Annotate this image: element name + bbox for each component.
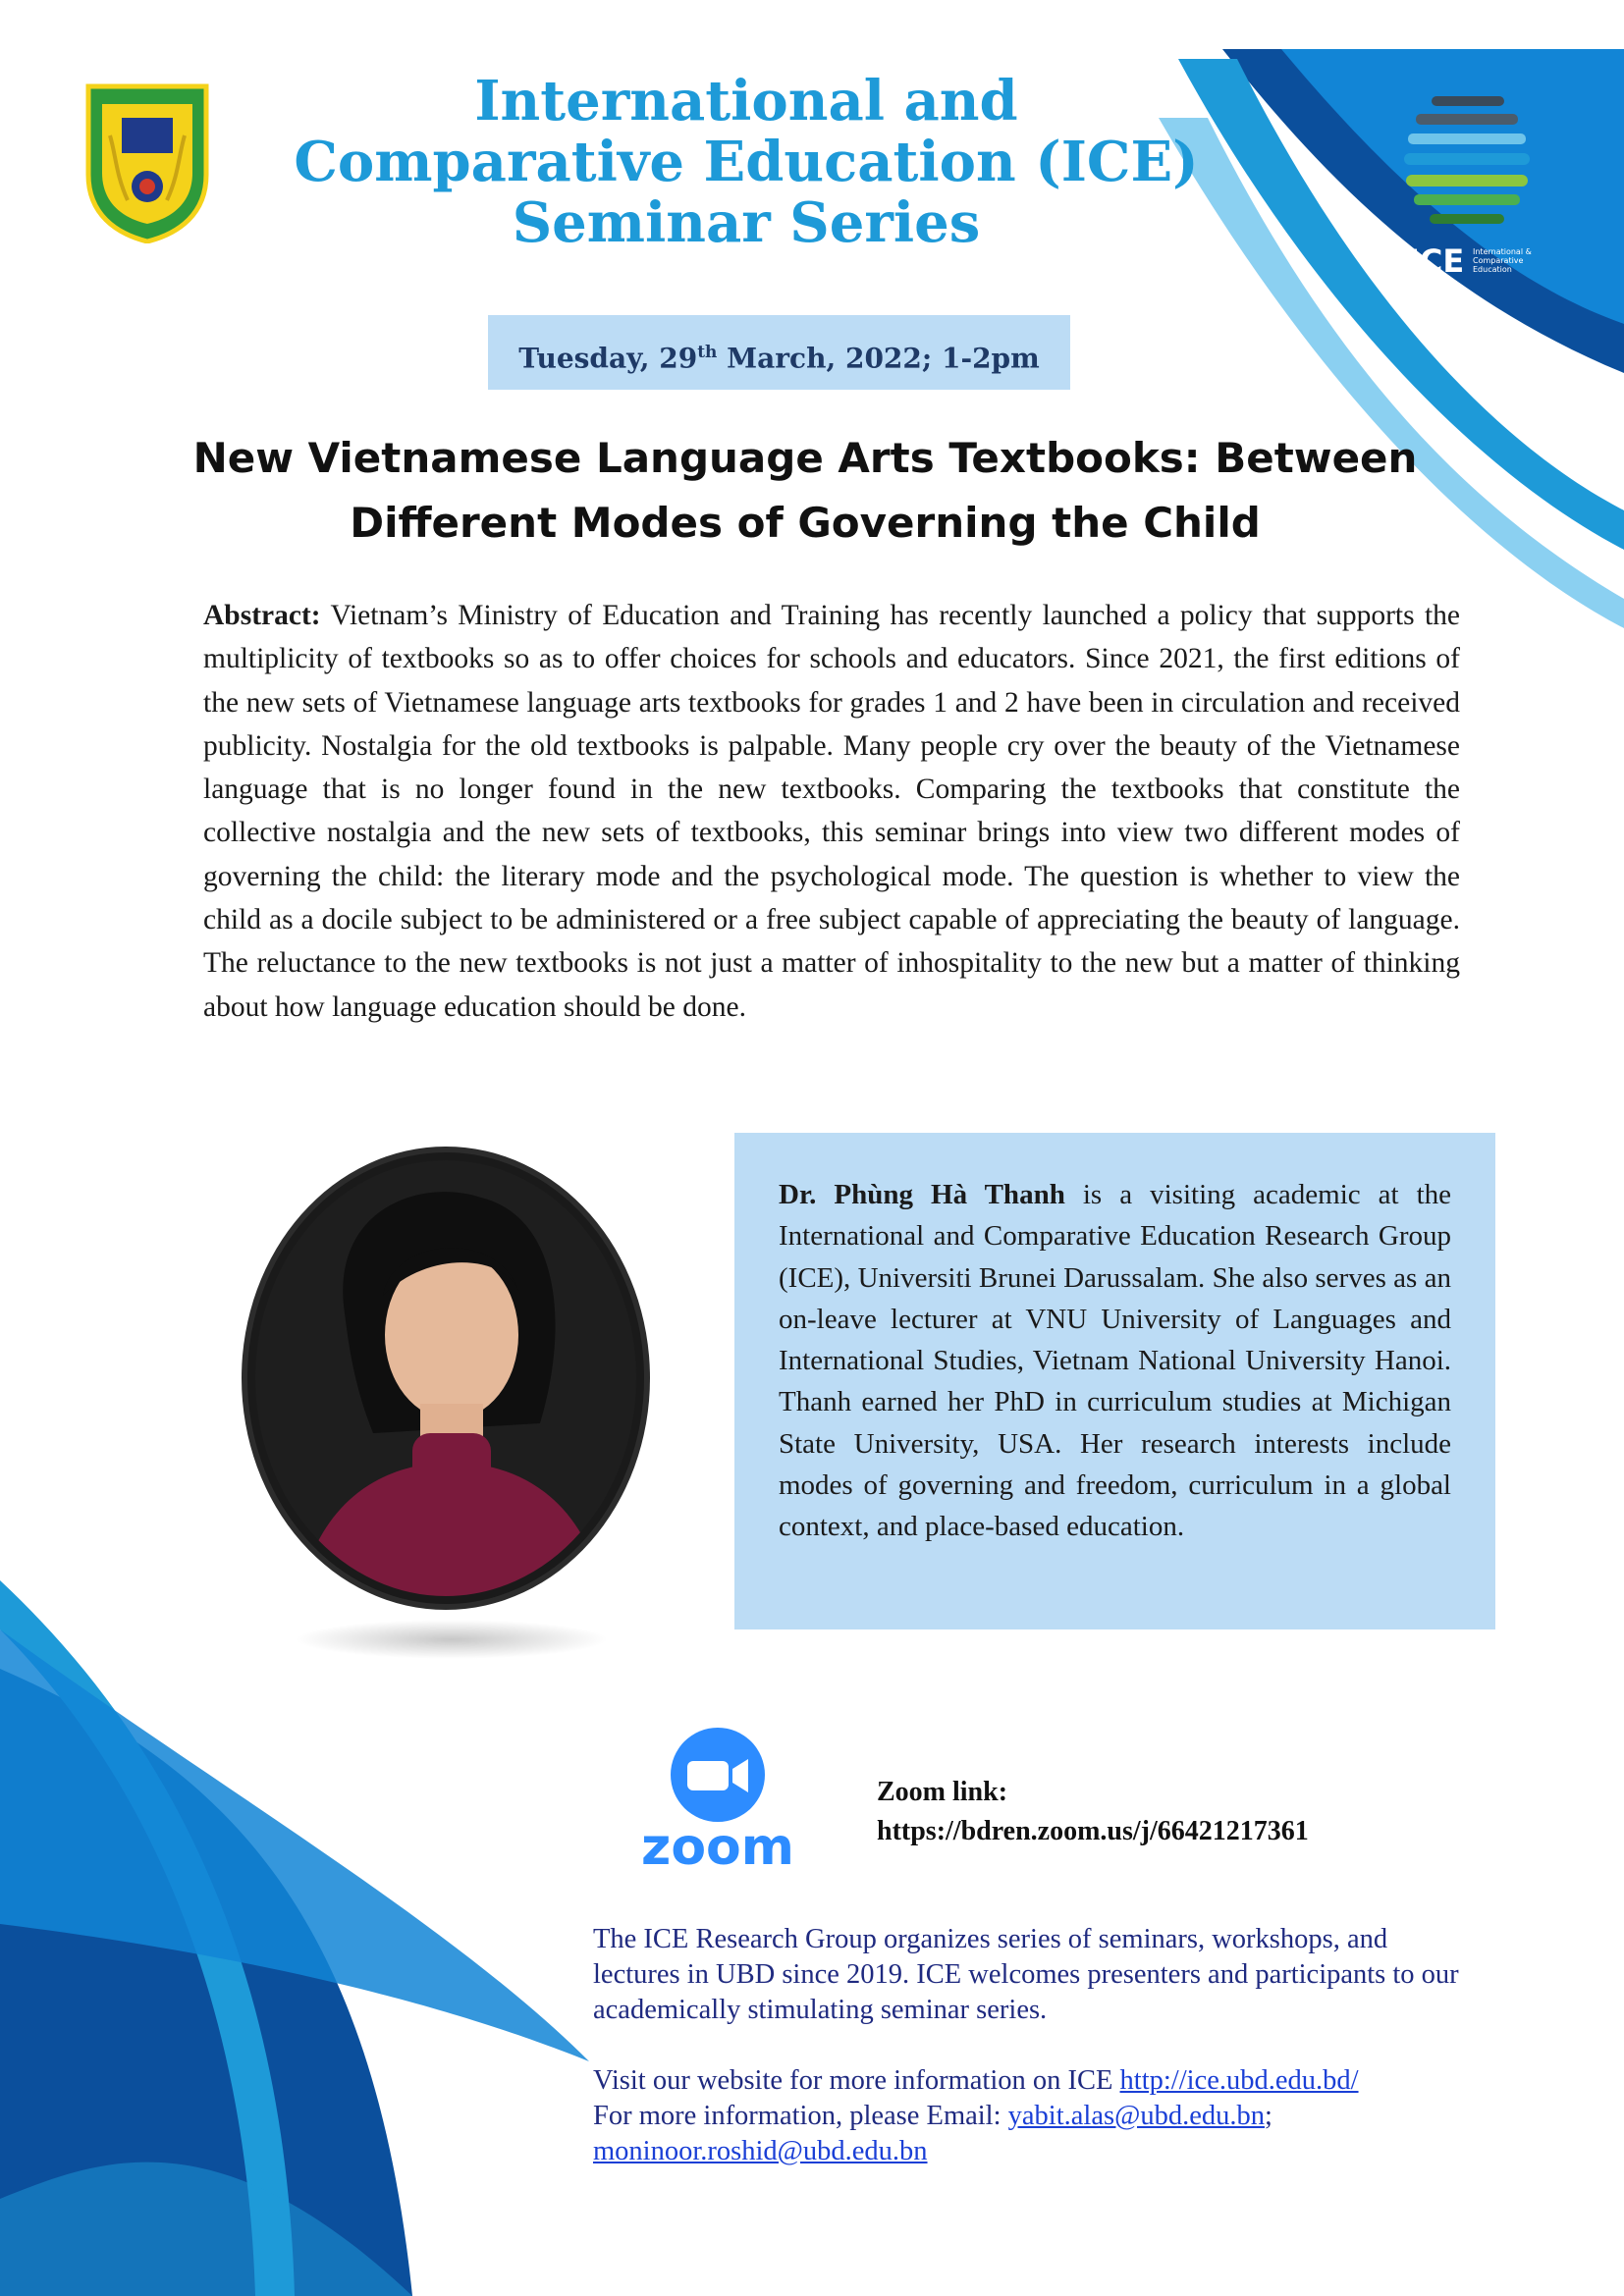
ice-logo-text: ICE <box>1408 242 1465 280</box>
footer-email-line: For more information, please Email: yabit.alas@ubd.edu.bn; <box>593 2101 1272 2131</box>
event-date-prefix: Tuesday, 29 <box>518 342 698 375</box>
event-date-box <box>488 315 1070 390</box>
ice-logo-subtext: International & Comparative Education <box>1473 247 1532 274</box>
zoom-logo <box>626 1726 809 1877</box>
speaker-name: Dr. Phùng Hà Thanh <box>779 1179 1065 1210</box>
zoom-link-label: Zoom link: <box>877 1777 1008 1807</box>
zoom-link-block <box>877 1773 1309 1851</box>
footer-email-line-2 <box>593 2134 1477 2169</box>
event-date-suffix-sup: th <box>697 343 718 362</box>
speaker-bio <box>779 1174 1451 1548</box>
title-line-2: Comparative Education (ICE) <box>294 130 1199 194</box>
zoom-camera-icon <box>626 1726 809 1824</box>
abstract <box>203 594 1460 1029</box>
footer-website-line: Visit our website for more information on ICE http://ice.ubd.edu.bd/ <box>593 2065 1359 2096</box>
footer-info <box>593 1922 1477 2169</box>
website-link[interactable]: http://ice.ubd.edu.bd/ <box>1119 2065 1359 2096</box>
abstract-text: Vietnam’s Ministry of Education and Training has recently launched a policy that supports the multiplicity of textbooks so as to offer choices for schools and educators. Since 2021, the first editions of the new sets of Vietnamese language arts textbooks for grades 1 and 2 have been in circulation and received publicity. Nostalgia for the old textbooks is palpable. Many people cry over the beauty of the Vietnamese language that is no longer found in the new textbooks. Comparing the textbooks that constitute the collective nostalgia and the new sets of textbooks, this seminar brings into view two different modes of governing the child: the literary mode and the psychological mode. The question is whether to view the child as a docile subject to be administered or a free subject capable of appreciating the beauty of language. The reluctance to the new textbooks is not just a matter of inhospitality to the new but a matter of thinking about how language education should be done. <box>203 600 1461 1023</box>
talk-title-line-1: New Vietnamese Language Arts Textbooks: Between <box>192 434 1418 482</box>
event-date-rest: March, 2022; 1-2pm <box>717 342 1040 375</box>
talk-title-line-2: Different Modes of Governing the Child <box>350 499 1261 547</box>
university-crest-logo <box>81 77 214 243</box>
talk-title <box>177 426 1434 556</box>
speaker-bio-text: is a visiting academic at the International and Comparative Education Research Group (ICE), Universiti Brunei Darussalam. She also serves as an on-leave lecturer at VNU University of Languages and International Studies, Vietnam National University Hanoi. Thanh earned her PhD in curriculum studies at Michigan State University, USA. Her research interests include modes of governing and freedom, curriculum in a global context, and place-based education. <box>779 1179 1452 1543</box>
email-link-1[interactable]: yabit.alas@ubd.edu.bn <box>1007 2101 1265 2131</box>
title-line-1: International and <box>474 69 1018 133</box>
ice-globe-icon <box>1394 90 1542 238</box>
seminar-series-title <box>245 71 1247 253</box>
speaker-photo-shadow <box>295 1620 609 1659</box>
ice-logo <box>1394 90 1542 287</box>
title-line-3: Seminar Series <box>512 190 981 255</box>
abstract-label: Abstract: <box>203 600 321 631</box>
footer-about: The ICE Research Group organizes series of seminars, workshops, and lectures in UBD since 2019. ICE welcomes presenters and participants to our academically stimulating seminar series. <box>593 1924 1459 2025</box>
speaker-photo <box>236 1139 656 1629</box>
zoom-link-url[interactable]: https://bdren.zoom.us/j/66421217361 <box>877 1816 1309 1846</box>
email-link-2[interactable]: moninoor.roshid@ubd.edu.bn <box>593 2136 928 2166</box>
zoom-logo-text: zoom <box>641 1818 794 1877</box>
